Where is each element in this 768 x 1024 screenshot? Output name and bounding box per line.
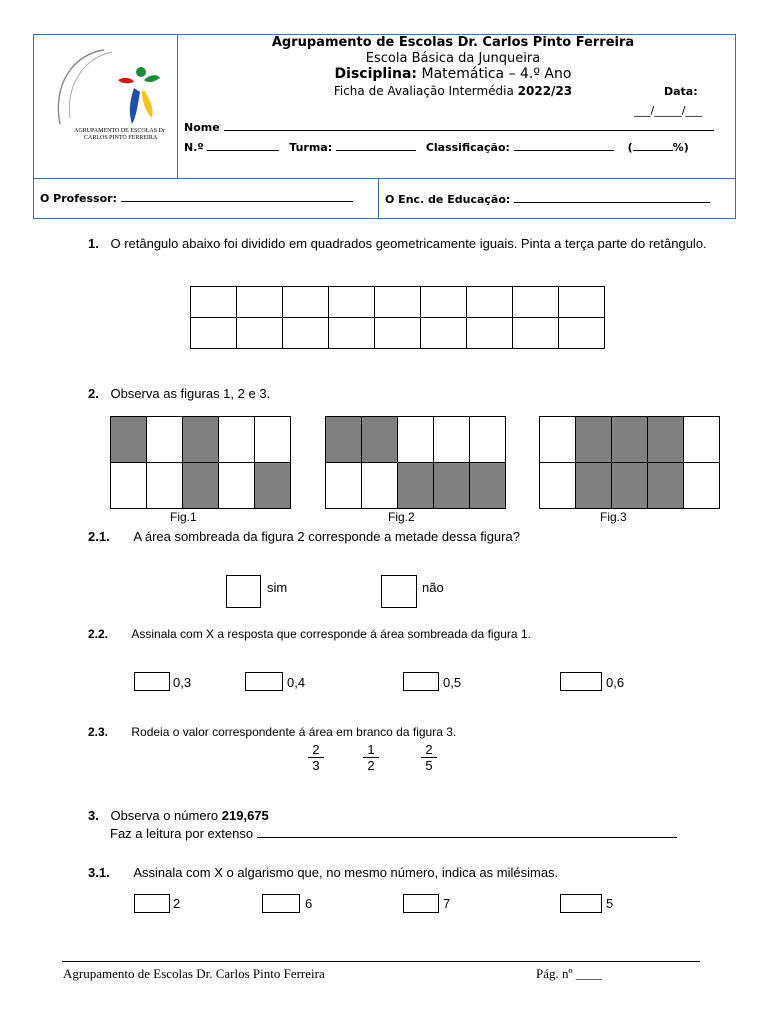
footer-school-group: Agrupamento de Escolas Dr. Carlos Pinto Ferreira bbox=[63, 966, 325, 981]
option-0-6-label: 0,6 bbox=[606, 675, 625, 690]
figure-2 bbox=[325, 416, 506, 509]
q1-grid-cell[interactable] bbox=[375, 287, 421, 318]
shaded-cell bbox=[183, 463, 219, 509]
blank-cell bbox=[111, 463, 147, 509]
shaded-cell bbox=[612, 463, 648, 509]
answer-box-digit-5[interactable] bbox=[560, 894, 602, 913]
blank-cell bbox=[362, 463, 398, 509]
shaded-cell bbox=[111, 417, 147, 463]
shaded-cell bbox=[434, 463, 470, 509]
q1-grid-cell[interactable] bbox=[559, 318, 605, 349]
school-year: 2022/23 bbox=[517, 84, 573, 98]
q1-grid-cell[interactable] bbox=[467, 318, 513, 349]
answer-box-0-4[interactable] bbox=[245, 672, 283, 691]
logo-text-line1: AGRUPAMENTO DE ESCOLAS Dr bbox=[74, 128, 165, 134]
q1-line bbox=[88, 236, 707, 251]
school-group-title: Agrupamento de Escolas Dr. Carlos Pinto Ferreira bbox=[271, 35, 635, 50]
shaded-cell bbox=[612, 417, 648, 463]
blank-cell bbox=[540, 463, 576, 509]
q22-number: 2.2. bbox=[88, 627, 109, 641]
q3-value: 219,675 bbox=[221, 808, 269, 823]
answer-box-no[interactable] bbox=[381, 575, 417, 608]
q21-text: A área sombreada da figura 2 corresponde a metade dessa figura? bbox=[133, 529, 520, 544]
teacher-label: O Professor: bbox=[40, 192, 117, 205]
q1-grid-cell[interactable] bbox=[421, 318, 467, 349]
q1-text: O retângulo abaixo foi dividido em quadrados geometricamente iguais. Pinta a terça parte do retângulo. bbox=[110, 236, 707, 251]
shaded-cell bbox=[362, 417, 398, 463]
blank-cell bbox=[434, 417, 470, 463]
digit-7-label: 7 bbox=[443, 896, 451, 911]
q2-text: Observa as figuras 1, 2 e 3. bbox=[110, 386, 271, 401]
guardian-label: O Enc. de Educação: bbox=[385, 193, 511, 206]
q1-grid-cell[interactable] bbox=[375, 318, 421, 349]
percent-open: ( bbox=[627, 141, 633, 154]
q31-number: 3.1. bbox=[88, 865, 110, 880]
figure-1-caption: Fig.1 bbox=[170, 510, 197, 524]
blank-cell bbox=[684, 417, 720, 463]
option-0-5-label: 0,5 bbox=[443, 675, 462, 690]
q1-grid-cell[interactable] bbox=[329, 287, 375, 318]
fraction-2-3[interactable] bbox=[308, 743, 324, 773]
q1-grid-cell[interactable] bbox=[283, 287, 329, 318]
fraction-1-2-denominator: 2 bbox=[367, 758, 375, 773]
q3-line bbox=[88, 808, 269, 823]
shaded-cell bbox=[648, 417, 684, 463]
shaded-cell bbox=[576, 463, 612, 509]
q22-text: Assinala com X a resposta que corresponde á área sombreada da figura 1. bbox=[131, 627, 531, 641]
blank-cell bbox=[147, 463, 183, 509]
q3-extenso-blank[interactable] bbox=[257, 827, 677, 838]
q1-grid-cell[interactable] bbox=[421, 287, 467, 318]
fraction-2-5[interactable] bbox=[421, 743, 437, 773]
q1-grid-cell[interactable] bbox=[513, 318, 559, 349]
subject-value: Matemática – 4.º Ano bbox=[421, 66, 572, 82]
q23-number: 2.3. bbox=[88, 725, 109, 739]
footer-page-label: Pág. nº bbox=[536, 966, 573, 981]
header-bottom-divider bbox=[378, 178, 379, 219]
q23-line bbox=[88, 725, 456, 739]
footer-rule bbox=[62, 961, 700, 962]
blank-cell bbox=[255, 417, 291, 463]
figure-1 bbox=[110, 416, 291, 509]
test-title: Ficha de Avaliação Intermédia bbox=[333, 84, 514, 98]
q1-grid-cell[interactable] bbox=[559, 287, 605, 318]
blank-cell bbox=[540, 417, 576, 463]
grade-blank[interactable] bbox=[514, 140, 614, 151]
q1-grid-cell[interactable] bbox=[467, 287, 513, 318]
school-logo bbox=[44, 44, 169, 144]
answer-box-0-6[interactable] bbox=[560, 672, 602, 691]
q31-text: Assinala com X o algarismo que, no mesmo número, indica as milésimas. bbox=[133, 865, 559, 880]
number-blank[interactable] bbox=[207, 140, 279, 151]
fraction-1-2[interactable] bbox=[363, 743, 379, 773]
figure-2-caption: Fig.2 bbox=[388, 510, 415, 524]
q1-grid-cell[interactable] bbox=[237, 318, 283, 349]
option-no-label: não bbox=[422, 580, 444, 595]
test-title-line bbox=[178, 84, 728, 98]
name-label: Nome bbox=[184, 121, 220, 134]
blank-cell bbox=[219, 417, 255, 463]
blank-cell bbox=[398, 417, 434, 463]
shaded-cell bbox=[648, 463, 684, 509]
q3-number: 3. bbox=[88, 808, 99, 823]
option-yes-label: sim bbox=[267, 580, 288, 595]
answer-box-yes[interactable] bbox=[226, 575, 261, 608]
fraction-1-2-numerator: 1 bbox=[363, 743, 379, 758]
answer-box-digit-7[interactable] bbox=[403, 894, 439, 913]
q1-grid-cell[interactable] bbox=[329, 318, 375, 349]
q1-grid-cell[interactable] bbox=[283, 318, 329, 349]
fraction-2-5-numerator: 2 bbox=[421, 743, 437, 758]
date-label: Data: bbox=[664, 85, 698, 98]
answer-box-digit-2[interactable] bbox=[134, 894, 170, 913]
guardian-field bbox=[385, 192, 710, 206]
q1-grid-cell[interactable] bbox=[237, 287, 283, 318]
digit-5-label: 5 bbox=[606, 896, 614, 911]
blank-cell bbox=[684, 463, 720, 509]
guardian-blank[interactable] bbox=[514, 192, 710, 203]
shaded-cell bbox=[470, 463, 506, 509]
shaded-cell bbox=[576, 417, 612, 463]
q1-rectangle-grid[interactable] bbox=[190, 286, 605, 349]
option-0-3-label: 0,3 bbox=[173, 675, 192, 690]
q22-line bbox=[88, 627, 531, 641]
grade-label: Classificação: bbox=[425, 141, 510, 154]
figure-3-caption: Fig.3 bbox=[600, 510, 627, 524]
date-blank[interactable]: ___/_____/___ bbox=[634, 104, 702, 117]
blank-cell bbox=[147, 417, 183, 463]
q2-line bbox=[88, 386, 270, 401]
digit-6-label: 6 bbox=[305, 896, 313, 911]
figure-3 bbox=[539, 416, 720, 509]
q2-number: 2. bbox=[88, 386, 99, 401]
number-label: N.º bbox=[184, 141, 204, 154]
q1-grid-cell[interactable] bbox=[191, 318, 237, 349]
logo-text-line2: CARLOS PINTO FERREIRA bbox=[84, 135, 158, 141]
header-horizontal-divider bbox=[33, 178, 736, 179]
class-label: Turma: bbox=[289, 141, 333, 154]
option-0-4-label: 0,4 bbox=[287, 675, 306, 690]
shaded-cell bbox=[183, 417, 219, 463]
q1-grid-cell[interactable] bbox=[191, 287, 237, 318]
name-blank[interactable] bbox=[224, 120, 714, 131]
blank-cell bbox=[470, 417, 506, 463]
answer-box-digit-6[interactable] bbox=[262, 894, 300, 913]
teacher-blank[interactable] bbox=[121, 191, 353, 202]
q1-number: 1. bbox=[88, 236, 99, 251]
q3-text: Observa o número bbox=[110, 808, 219, 823]
q3-extenso-line bbox=[110, 826, 677, 841]
q31-line bbox=[88, 865, 558, 880]
q23-text: Rodeia o valor correspondente á área em branco da figura 3. bbox=[131, 725, 457, 739]
q21-number: 2.1. bbox=[88, 529, 110, 544]
percent-blank[interactable] bbox=[633, 140, 673, 151]
q1-grid-cell[interactable] bbox=[513, 287, 559, 318]
answer-box-0-5[interactable] bbox=[403, 672, 439, 691]
footer-page-blank[interactable]: ____ bbox=[575, 966, 602, 981]
subject-label: Disciplina: bbox=[334, 66, 418, 82]
shaded-cell bbox=[326, 417, 362, 463]
answer-box-0-3[interactable] bbox=[134, 672, 170, 691]
shaded-cell bbox=[255, 463, 291, 509]
digit-2-label: 2 bbox=[173, 896, 181, 911]
fraction-2-3-denominator: 3 bbox=[312, 758, 320, 773]
blank-cell bbox=[219, 463, 255, 509]
subject-line bbox=[178, 66, 728, 82]
fraction-2-3-numerator: 2 bbox=[308, 743, 324, 758]
blank-cell bbox=[326, 463, 362, 509]
school-name: Escola Básica da Junqueira bbox=[365, 51, 541, 66]
q3-extenso-text: Faz a leitura por extenso bbox=[110, 826, 254, 841]
shaded-cell bbox=[398, 463, 434, 509]
q21-line bbox=[88, 529, 520, 544]
info-row bbox=[184, 140, 689, 154]
class-blank[interactable] bbox=[336, 140, 416, 151]
percent-close: %) bbox=[672, 141, 689, 154]
name-field[interactable] bbox=[184, 120, 714, 134]
footer-page bbox=[536, 966, 602, 982]
teacher-field bbox=[40, 191, 353, 205]
fraction-2-5-denominator: 5 bbox=[425, 758, 433, 773]
